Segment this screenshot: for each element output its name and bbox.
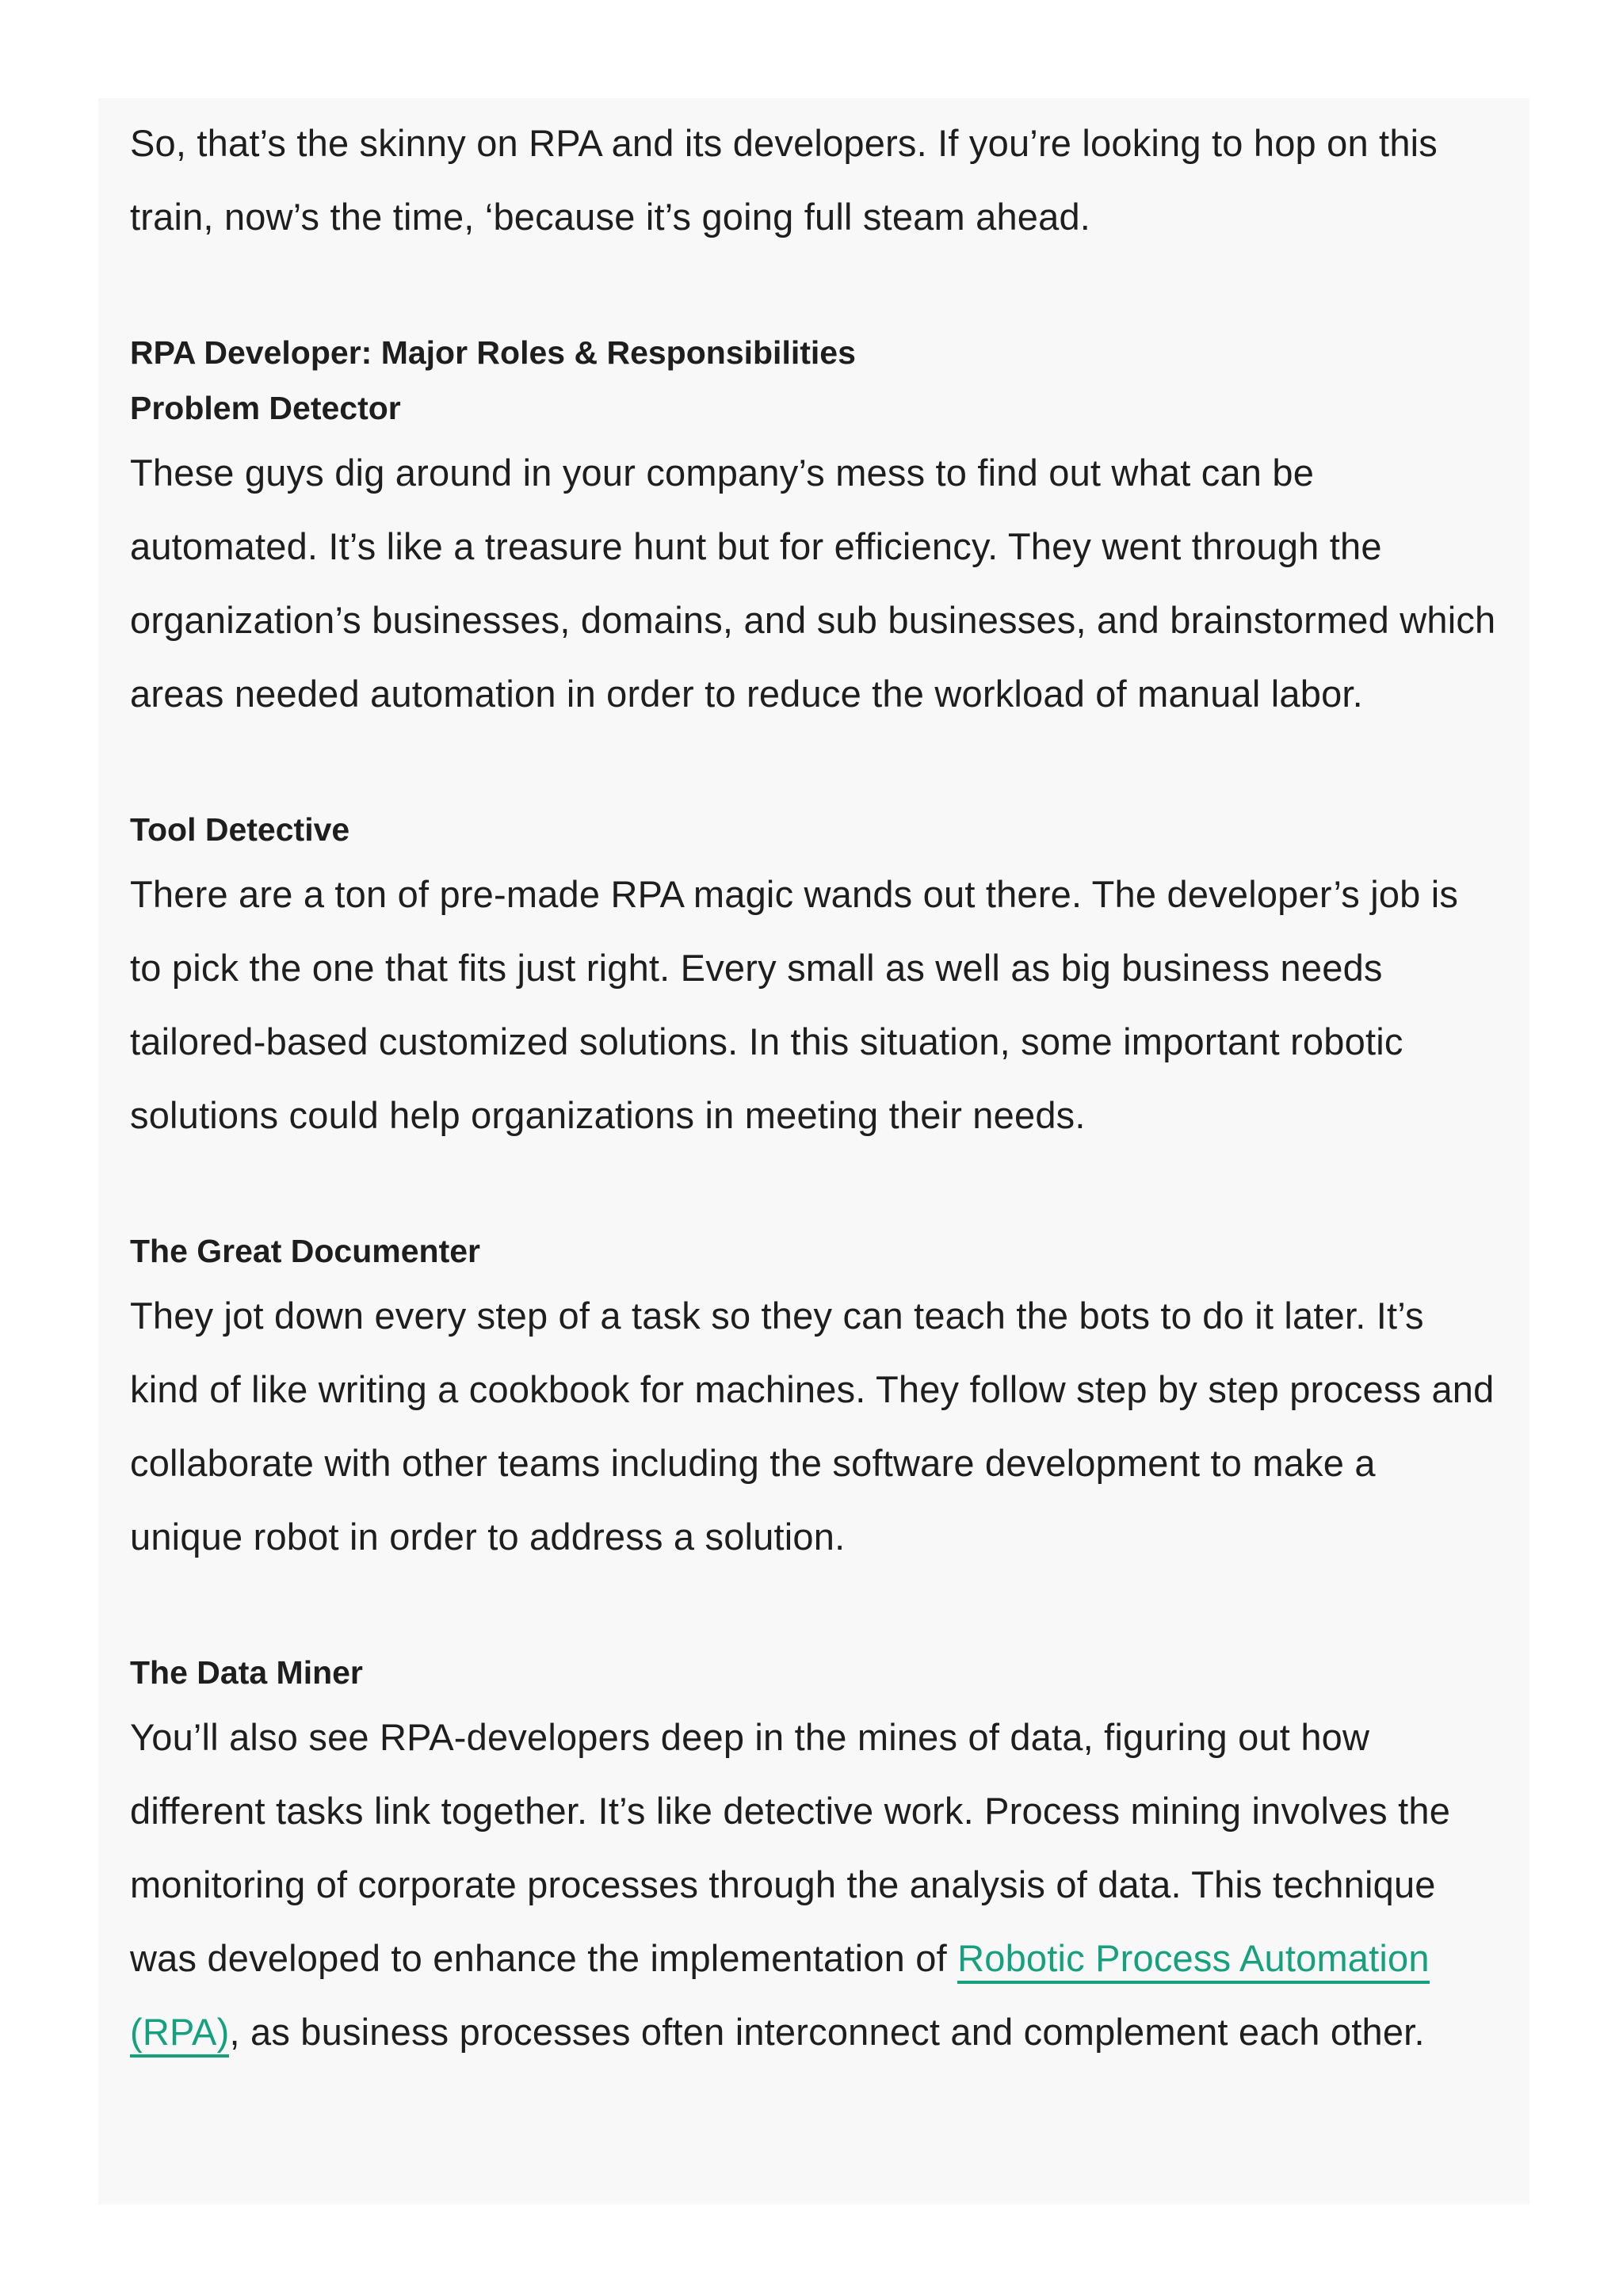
paragraph-text: , as business processes often interconnect and complement each other. <box>229 2011 1425 2053</box>
paragraph-great-documenter: They jot down every step of a task so they can teach the bots to do it later. It’s kind of like writing a cookbook for machines. They follow step by step process and collaborate with other teams including the software development to make a unique robot in order to address a solution. <box>130 1295 1495 1558</box>
subheading-problem-detector: Problem Detector <box>130 390 401 426</box>
intro-paragraph: So, that’s the skinny on RPA and its developers. If you’re looking to hop on this train, now’s the time, ‘because it’s going full steam ahead. <box>130 122 1438 238</box>
article-card <box>98 98 1529 2204</box>
paragraph-problem-detector: These guys dig around in your company’s mess to find out what can be automated. It’s like a treasure hunt but for efficiency. They went through the organization’s businesses, domains, and sub businesses, and brainstormed which areas needed automation in order to reduce the workload of manual labor. <box>130 452 1496 715</box>
subheading-great-documenter: The Great Documenter <box>130 1233 480 1269</box>
paragraph-tool-detective: There are a ton of pre-made RPA magic wands out there. The developer’s job is to pick the one that fits just right. Every small as well as big business needs tailored-based customized solutions. In this situation, some important robotic solutions could help organizations in meeting their needs. <box>130 873 1459 1136</box>
paragraph-text: You’ll also see RPA-developers deep in the mines of data, figuring out how different tasks link together. It’s like detective work. Process mining involves the monitoring of corporate processes through the analysis of data. This technique was developed to enhance the implementation of <box>130 1716 1451 1979</box>
rpa-link[interactable]: Robotic Process Automation (RPA) <box>130 1937 1430 2058</box>
spacer <box>130 730 1498 802</box>
spacer <box>130 1152 1498 1223</box>
paragraph-data-miner <box>130 1700 1498 2069</box>
spacer <box>130 1573 1498 1645</box>
subheading-tool-detective: Tool Detective <box>130 811 350 848</box>
subheading-data-miner: The Data Miner <box>130 1654 363 1691</box>
section-heading-main: RPA Developer: Major Roles & Responsibilities <box>130 334 856 371</box>
spacer <box>130 254 1498 325</box>
